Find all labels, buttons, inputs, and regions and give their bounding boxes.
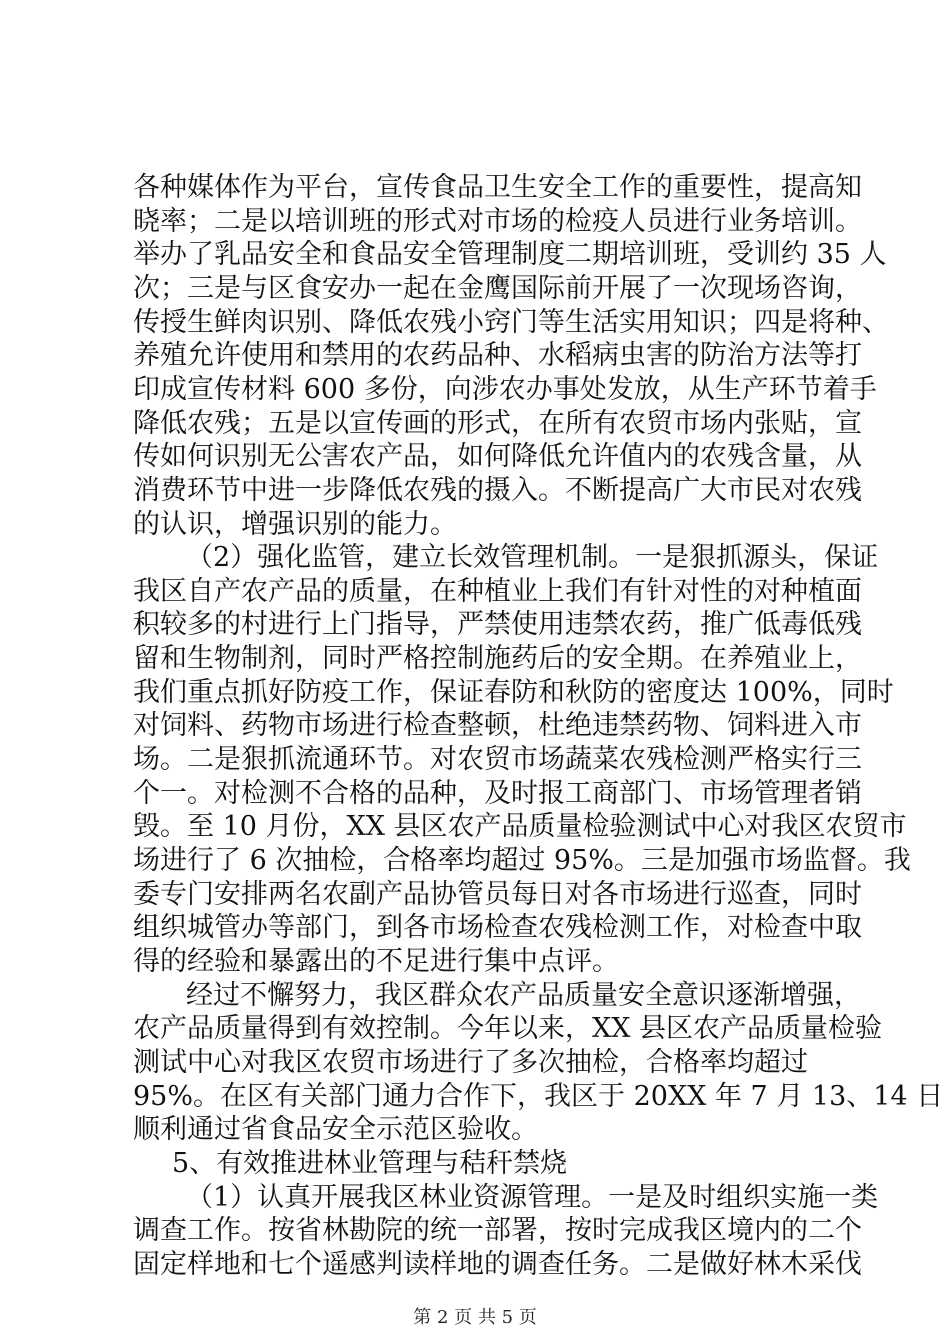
- text-line-content: 对饲料、药物市场进行检查整顿，杜绝违禁药物、饲料进入市: [133, 710, 862, 742]
- text-line: [0, 472, 950, 510]
- text-line-content: 调查工作。按省林勘院的统一部署，按时完成我区境内的二个: [133, 1215, 862, 1247]
- text-line-content: 场。二是狠抓流通环节。对农贸市场蔬菜农残检测严格实行三: [133, 744, 862, 776]
- text-line: [0, 371, 950, 409]
- text-line-content: 举办了乳品安全和食品安全管理制度二期培训班，受训约 35 人: [133, 239, 887, 271]
- text-line-content: 降低农残；五是以宣传画的形式，在所有农贸市场内张贴，宣: [133, 407, 862, 439]
- text-line-content: 个一。对检测不合格的品种，及时报工商部门、市场管理者销: [133, 777, 862, 809]
- text-line: [0, 1044, 950, 1082]
- text-line: [0, 203, 950, 241]
- text-line-content: 委专门安排两名农副产品协管员每日对各市场进行巡查，同时: [133, 878, 862, 910]
- text-line-content: 消费环节中进一步降低农残的摄入。不断提高广大市民对农残: [133, 474, 862, 506]
- text-line-content: 养殖允许使用和禁用的农药品种、水稻病虫害的防治方法等打: [133, 340, 862, 372]
- text-line: [0, 1179, 950, 1217]
- text-line: [0, 674, 950, 712]
- text-line-content: 固定样地和七个遥感判读样地的调查任务。二是做好林木采伐: [133, 1248, 862, 1280]
- text-line: [0, 707, 950, 745]
- text-line-content: 次；三是与区食安办一起在金鹰国际前开展了一次现场咨询，: [133, 272, 862, 304]
- text-line: [0, 775, 950, 813]
- text-line-content: 得的经验和暴露出的不足进行集中点评。: [133, 945, 619, 977]
- text-line: [0, 1246, 950, 1284]
- text-line: [0, 943, 950, 981]
- text-line: [0, 236, 950, 274]
- text-line-content: 顺利通过省食品安全示范区验收。: [133, 1114, 538, 1146]
- text-line-content: 的认识，增强识别的能力。: [133, 508, 457, 540]
- text-line-content: 印成宣传材料 600 多份，向涉农办事处发放，从生产环节着手: [133, 373, 877, 405]
- text-line: [0, 842, 950, 880]
- text-line: [0, 909, 950, 947]
- text-line-content: 组织城管办等部门，到各市场检查农残检测工作，对检查中取: [133, 912, 862, 944]
- text-line: [0, 539, 950, 577]
- text-line-content: 毁。至 10 月份，XX 县区农产品质量检验测试中心对我区农贸市: [133, 811, 907, 843]
- text-line-content: 我们重点抓好防疫工作，保证春防和秋防的密度达 100%，同时: [133, 676, 894, 708]
- text-line: [0, 606, 950, 644]
- page-footer: 第 2 页 共 5 页: [413, 1307, 537, 1328]
- text-line-content: 95%。在区有关部门通力合作下，我区于 20XX 年 7 月 13、14 日: [133, 1080, 944, 1112]
- text-line-content: 农产品质量得到有效控制。今年以来，XX 县区农产品质量检验: [133, 1013, 883, 1045]
- text-line: [0, 741, 950, 779]
- text-line: [0, 808, 950, 846]
- text-line-content: 晓率；二是以培训班的形式对市场的检疫人员进行业务培训。: [133, 205, 862, 237]
- text-line-content: 场进行了 6 次抽检，合格率均超过 95%。三是加强市场监督。我: [133, 845, 911, 876]
- text-line: [0, 1212, 950, 1250]
- text-line: [0, 1010, 950, 1048]
- text-line: [0, 977, 950, 1015]
- text-line: [0, 405, 950, 443]
- text-line-content: 各种媒体作为平台，宣传食品卫生安全工作的重要性，提高知: [133, 172, 862, 203]
- text-line: [0, 640, 950, 678]
- text-line-content: 传授生鲜肉识别、降低农残小窍门等生活实用知识；四是将种、: [133, 306, 889, 338]
- text-line: [0, 876, 950, 914]
- text-line-content: 经过不懈努力，我区群众农产品质量安全意识逐渐增强，: [186, 979, 861, 1011]
- text-line-content: 积较多的村进行上门指导，严禁使用违禁农药，推广低毒低残: [133, 609, 862, 641]
- text-line: [0, 169, 950, 207]
- text-line-content: （2）强化监管，建立长效管理机制。一是狠抓源头，保证: [186, 542, 879, 574]
- text-line-content: 测试中心对我区农贸市场进行了多次抽检，合格率均超过: [133, 1046, 808, 1078]
- text-line-content: 5、有效推进林业管理与秸秆禁烧: [172, 1147, 568, 1179]
- text-line: [0, 1078, 950, 1116]
- text-line-content: 我区自产农产品的质量，在种植业上我们有针对性的对种植面: [133, 575, 862, 607]
- text-line: [0, 1111, 950, 1149]
- text-line-content: （1）认真开展我区林业资源管理。一是及时组织实施一类: [186, 1181, 879, 1213]
- text-line: [0, 270, 950, 308]
- text-line: [0, 304, 950, 342]
- text-line: [0, 438, 950, 476]
- text-line: [0, 573, 950, 611]
- text-line: [0, 337, 950, 375]
- text-line: [0, 1145, 950, 1183]
- text-line: [0, 506, 950, 544]
- text-line-content: 留和生物制剂，同时严格控制施药后的安全期。在养殖业上，: [133, 643, 862, 675]
- text-line-content: 传如何识别无公害农产品，如何降低允许值内的农残含量，从: [133, 441, 862, 473]
